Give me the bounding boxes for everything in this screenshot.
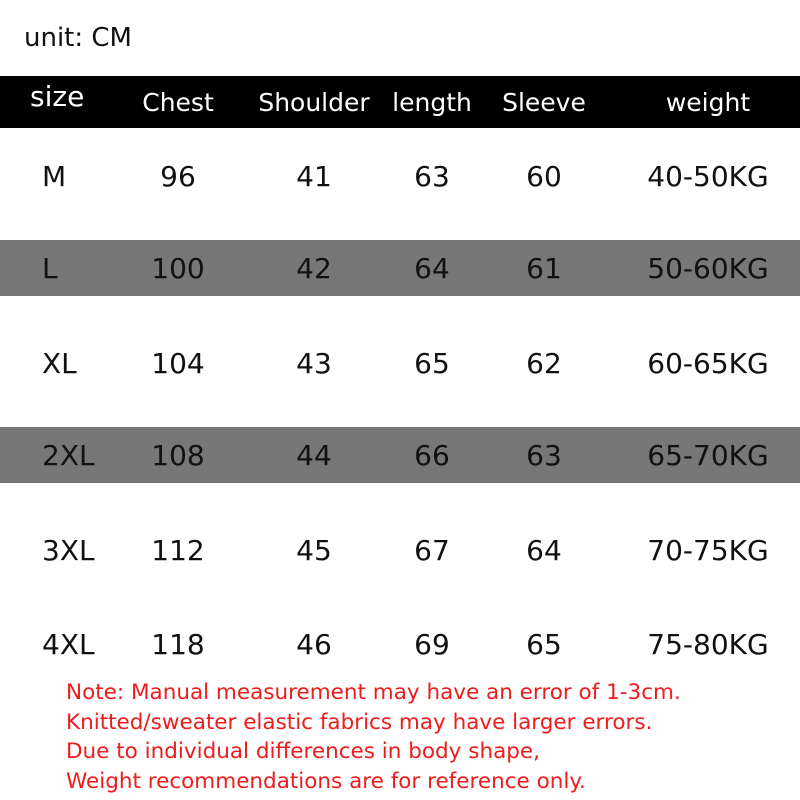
- cell-sleeve: 60: [526, 159, 562, 193]
- note-line: Note: Manual measurement may have an error of 1-3cm.: [66, 680, 681, 705]
- cell-weight: 70-75KG: [647, 533, 769, 567]
- header-length: length: [392, 87, 472, 117]
- cell-size: XL: [42, 346, 77, 380]
- table-row: [0, 616, 800, 672]
- cell-size: 2XL: [42, 438, 95, 472]
- cell-sleeve: 62: [526, 346, 562, 380]
- table-header: [0, 76, 800, 128]
- cell-sleeve: 65: [526, 627, 562, 661]
- header-sleeve: Sleeve: [502, 87, 586, 117]
- cell-length: 66: [414, 438, 450, 472]
- cell-size: 4XL: [42, 627, 95, 661]
- header-size: size: [30, 79, 85, 113]
- header-weight: weight: [665, 87, 751, 117]
- cell-weight: 50-60KG: [647, 251, 769, 285]
- cell-size: M: [42, 159, 67, 193]
- table-row: [0, 148, 800, 204]
- cell-chest: 100: [151, 251, 205, 285]
- cell-chest: 104: [151, 346, 205, 380]
- cell-size: L: [42, 251, 58, 285]
- cell-shoulder: 42: [296, 251, 332, 285]
- table-row: [0, 427, 800, 483]
- cell-sleeve: 64: [526, 533, 562, 567]
- cell-length: 64: [414, 251, 450, 285]
- cell-sleeve: 63: [526, 438, 562, 472]
- cell-length: 63: [414, 159, 450, 193]
- unit-label: unit: CM: [24, 23, 132, 53]
- cell-chest: 118: [151, 627, 205, 661]
- header-shoulder: Shoulder: [258, 87, 370, 117]
- cell-length: 67: [414, 533, 450, 567]
- table-row: [0, 335, 800, 391]
- cell-shoulder: 45: [296, 533, 332, 567]
- cell-weight: 75-80KG: [647, 627, 769, 661]
- cell-weight: 65-70KG: [647, 438, 769, 472]
- cell-chest: 108: [151, 438, 205, 472]
- cell-length: 65: [414, 346, 450, 380]
- note-line: Due to individual differences in body shape,: [66, 739, 540, 764]
- cell-shoulder: 46: [296, 627, 332, 661]
- table-row: [0, 522, 800, 578]
- cell-chest: 112: [151, 533, 205, 567]
- note-line: Knitted/sweater elastic fabrics may have larger errors.: [66, 709, 653, 735]
- cell-shoulder: 44: [296, 438, 332, 472]
- cell-weight: 40-50KG: [647, 159, 769, 193]
- cell-length: 69: [414, 627, 450, 661]
- header-chest: Chest: [142, 87, 214, 117]
- table-row: [0, 240, 800, 296]
- cell-chest: 96: [160, 159, 196, 193]
- cell-shoulder: 43: [296, 346, 332, 380]
- cell-weight: 60-65KG: [647, 346, 769, 380]
- cell-shoulder: 41: [296, 159, 332, 193]
- note-line: Weight recommendations are for reference only.: [66, 768, 586, 794]
- measurement-notes: [66, 678, 786, 796]
- cell-sleeve: 61: [526, 251, 562, 285]
- cell-size: 3XL: [42, 533, 95, 567]
